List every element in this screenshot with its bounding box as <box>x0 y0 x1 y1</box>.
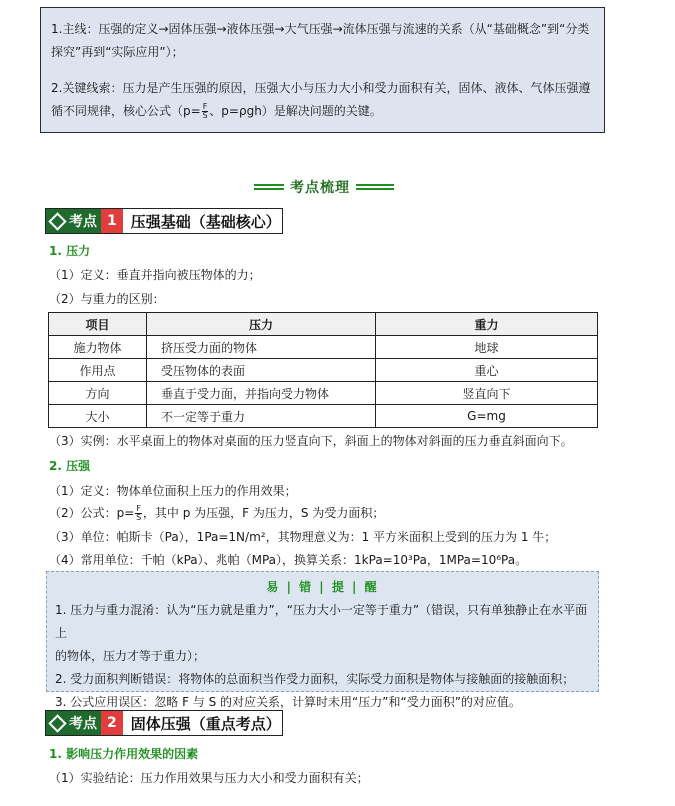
diamond-icon <box>48 212 66 230</box>
kaodian-number: 1 <box>101 209 123 233</box>
mistake-1: 1. 压力与重力混淆：认为“压力就是重力”，“压力大小一定等于重力”（错误，只有单独静止在水平面上 <box>55 603 588 640</box>
title-decoration-right <box>356 184 394 190</box>
pressure-example: （3）实例：水平桌面上的物体对桌面的压力竖直向下，斜面上的物体对斜面的压力垂直斜面向下。 <box>49 434 573 448</box>
mistake-1-cont: 的物体，压力才等于重力）； <box>55 649 206 663</box>
title-decoration-left <box>254 184 284 190</box>
common-mistakes-box <box>46 571 599 709</box>
comparison-table <box>48 312 598 428</box>
kaodian-1-header <box>45 208 283 234</box>
mistakes-title: 易 | 错 | 提 | 醒 <box>266 580 379 594</box>
pr-definition: （1）定义：物体单位面积上压力的作用效果； <box>49 484 297 498</box>
mistake-3: 3. 公式应用误区：忽略 F 与 S 的对应关系，计算时未用“压力”和“受力面积”的对应值。 <box>55 695 521 709</box>
pr-common-units: （4）常用单位：千帕（kPa）、兆帕（MPa），换算关系：1kPa=10³Pa，1MPa=10⁶Pa。 <box>49 553 528 567</box>
pr-formula: （2）公式：p= $\frac{F}{S}$ ，其中 p 为压强，F 为压力，S 为受力面积； <box>49 504 385 522</box>
kaodian-tag: 考点 <box>46 209 101 233</box>
kaodian-title: 固体压强（重点考点） <box>130 714 281 733</box>
kaodian-title: 压强基础（基础核心） <box>130 212 281 231</box>
summary-mainline: 1.主线：压强的定义→固体压强→液体压强→大气压强→流体压强与流速的关系（从“基础概念”到“分类探究”再到“实际应用”）； <box>51 22 590 59</box>
fraction-f-over-s: $\frac{F}{S}$ <box>136 504 142 522</box>
section-title: 考点梳理 <box>248 176 400 198</box>
heading-pressure-strength: 2. 压强 <box>49 459 91 473</box>
table-row: 方向 垂直于受力面，并指向受力物体 竖直向下 <box>49 382 598 405</box>
heading-influencing-factors: 1. 影响压力作用效果的因素 <box>49 747 199 761</box>
heading-pressure: 1. 压力 <box>49 244 91 258</box>
table-row: 施力物体 挤压受力面的物体 地球 <box>49 336 598 359</box>
kaodian-tag: 考点 <box>46 711 101 735</box>
mistake-2: 2. 受力面积判断错误：将物体的总面积当作受力面积，实际受力面积是物体与接触面的接触面积； <box>55 672 575 686</box>
table-header-row: 项目 压力 重力 <box>49 313 598 336</box>
summary-box <box>40 7 605 133</box>
experiment-conclusion: （1）实验结论：压力作用效果与压力大小和受力面积有关； <box>49 771 369 785</box>
pressure-diff-label: （2）与重力的区别： <box>49 292 165 306</box>
summary-clue: 2.关键线索：压力是产生压强的原因，压强大小与压力大小和受力面积有关，固体、液体、气体压强遵循不同规律，核心公式（p= $\frac{F}{S}$ 、p=ρgh）是解决问题的关键。 <box>51 81 591 120</box>
table-row: 大小 不一定等于重力 G=mg <box>49 405 598 428</box>
diamond-icon <box>48 714 66 732</box>
kaodian-2-header <box>45 710 283 736</box>
table-row: 作用点 受压物体的表面 重心 <box>49 359 598 382</box>
fraction-f-over-s: $\frac{F}{S}$ <box>202 102 208 120</box>
pressure-definition: （1）定义：垂直并指向被压物体的力； <box>49 268 261 282</box>
pr-unit: （3）单位：帕斯卡（Pa），1Pa=1N/m²，其物理意义为：1 平方米面积上受到的压力为 1 牛； <box>49 530 557 544</box>
kaodian-number: 2 <box>101 711 123 735</box>
